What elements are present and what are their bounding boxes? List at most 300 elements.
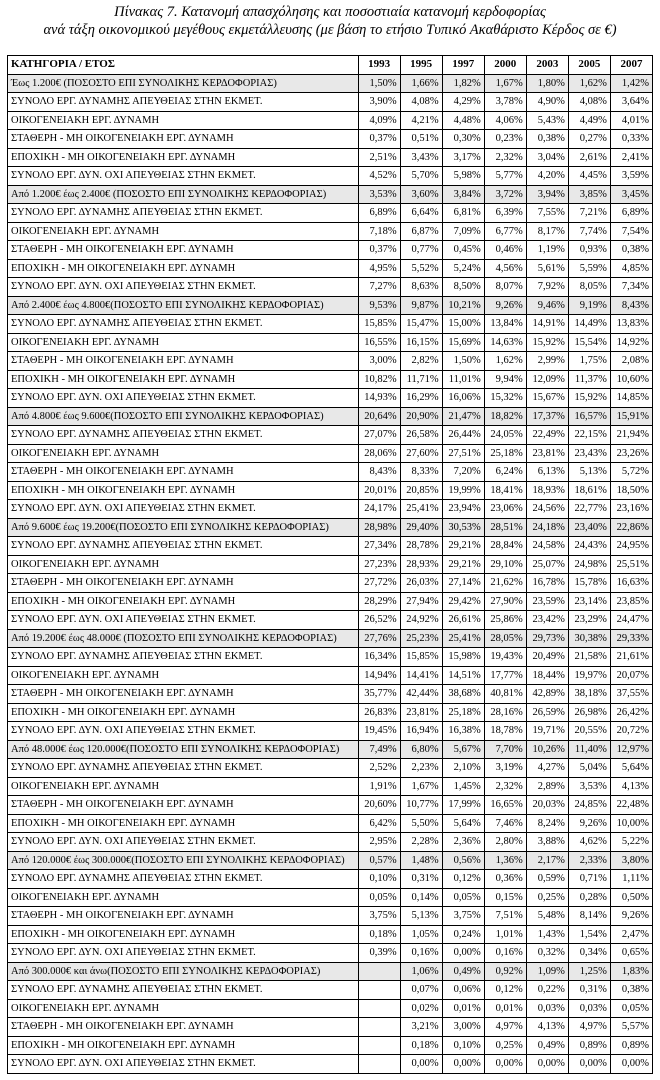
row-value: 5,50% <box>400 814 442 833</box>
row-value: 7,21% <box>568 204 610 223</box>
row-value: 19,97% <box>568 666 610 685</box>
row-value: 23,59% <box>526 592 568 611</box>
row-label: ΟΙΚΟΓΕΝΕΙΑΚΗ ΕΡΓ. ΔΥΝΑΜΗ <box>8 444 359 463</box>
row-value: 26,44% <box>442 426 484 445</box>
row-value: 0,49% <box>442 962 484 981</box>
table-row <box>8 426 653 445</box>
row-value: 0,00% <box>568 1055 610 1074</box>
row-value: 9,87% <box>400 296 442 315</box>
row-value: 3,43% <box>400 148 442 167</box>
row-value: 1,11% <box>610 870 652 889</box>
row-value: 7,51% <box>484 907 526 926</box>
row-value: 0,36% <box>484 870 526 889</box>
table-row <box>8 537 653 556</box>
row-value: 0,07% <box>400 981 442 1000</box>
row-label: ΣΥΝΟΛΟ ΕΡΓ. ΔΥΝΑΜΗΣ ΑΠΕΥΘΕΙΑΣ ΣΤΗΝ ΕΚΜΕΤ. <box>8 759 359 778</box>
table-row-group <box>8 962 653 981</box>
row-value: 18,44% <box>526 666 568 685</box>
row-value: 38,18% <box>568 685 610 704</box>
row-value: 8,17% <box>526 222 568 241</box>
row-label: ΕΠΟΧΙΚΗ - ΜΗ ΟΙΚΟΓΕΝΕΙΑΚΗ ΕΡΓ. ΔΥΝΑΜΗ <box>8 703 359 722</box>
row-value: 24,85% <box>568 796 610 815</box>
row-value <box>358 962 400 981</box>
row-value: 0,92% <box>484 962 526 981</box>
row-value: 15,85% <box>400 648 442 667</box>
row-value: 9,26% <box>484 296 526 315</box>
row-value: 21,62% <box>484 574 526 593</box>
row-value: 28,16% <box>484 703 526 722</box>
row-value: 7,74% <box>568 222 610 241</box>
row-value: 15,92% <box>526 333 568 352</box>
header-year: 1997 <box>442 56 484 75</box>
row-value: 20,03% <box>526 796 568 815</box>
table-row <box>8 352 653 371</box>
row-value <box>358 1036 400 1055</box>
row-value: 0,10% <box>442 1036 484 1055</box>
table-row <box>8 1018 653 1037</box>
row-value: 0,51% <box>400 130 442 149</box>
row-value: 1,75% <box>568 352 610 371</box>
row-value: 29,21% <box>442 555 484 574</box>
row-value: 42,89% <box>526 685 568 704</box>
row-value: 28,51% <box>484 518 526 537</box>
row-value: 1,82% <box>442 74 484 93</box>
header-year: 1993 <box>358 56 400 75</box>
row-label: ΣΥΝΟΛΟ ΕΡΓ. ΔΥΝΑΜΗΣ ΑΠΕΥΘΕΙΑΣ ΣΤΗΝ ΕΚΜΕΤ. <box>8 93 359 112</box>
header-category: ΚΑΤΗΓΟΡΙΑ / ΕΤΟΣ <box>8 56 359 75</box>
row-value: 9,53% <box>358 296 400 315</box>
row-value: 0,71% <box>568 870 610 889</box>
row-value: 25,41% <box>400 500 442 519</box>
row-value: 16,34% <box>358 648 400 667</box>
row-label: ΣΥΝΟΛΟ ΕΡΓ. ΔΥΝ. ΟΧΙ ΑΠΕΥΘΕΙΑΣ ΣΤΗΝ ΕΚΜΕΤ. <box>8 944 359 963</box>
row-value: 30,53% <box>442 518 484 537</box>
row-value: 0,45% <box>442 241 484 260</box>
header-year: 1995 <box>400 56 442 75</box>
row-value: 8,07% <box>484 278 526 297</box>
row-value: 3,64% <box>610 93 652 112</box>
row-value: 7,34% <box>610 278 652 297</box>
table-row <box>8 574 653 593</box>
table-row <box>8 777 653 796</box>
row-value: 1,50% <box>358 74 400 93</box>
row-value: 0,23% <box>484 130 526 149</box>
row-value: 7,54% <box>610 222 652 241</box>
table-row <box>8 463 653 482</box>
row-value: 20,55% <box>568 722 610 741</box>
row-label: Έως 1.200€ (ΠΟΣΟΣΤΟ ΕΠΙ ΣΥΝΟΛΙΚΗΣ ΚΕΡΔΟΦΟΡΙΑΣ) <box>8 74 359 93</box>
row-label: ΟΙΚΟΓΕΝΕΙΑΚΗ ΕΡΓ. ΔΥΝΑΜΗ <box>8 888 359 907</box>
table-row <box>8 1055 653 1074</box>
row-label: ΕΠΟΧΙΚΗ - ΜΗ ΟΙΚΟΓΕΝΕΙΑΚΗ ΕΡΓ. ΔΥΝΑΜΗ <box>8 925 359 944</box>
row-value: 28,98% <box>358 518 400 537</box>
row-label: ΣΤΑΘΕΡΗ - ΜΗ ΟΙΚΟΓΕΝΕΙΑΚΗ ΕΡΓ. ΔΥΝΑΜΗ <box>8 574 359 593</box>
row-value: 27,76% <box>358 629 400 648</box>
row-value: 3,17% <box>442 148 484 167</box>
row-value: 2,10% <box>442 759 484 778</box>
row-value: 1,06% <box>400 962 442 981</box>
row-value: 25,41% <box>442 629 484 648</box>
row-value: 0,33% <box>610 130 652 149</box>
row-value: 19,99% <box>442 481 484 500</box>
row-label: ΟΙΚΟΓΕΝΕΙΑΚΗ ΕΡΓ. ΔΥΝΑΜΗ <box>8 666 359 685</box>
row-value: 0,50% <box>610 888 652 907</box>
row-value: 8,43% <box>358 463 400 482</box>
row-value: 0,37% <box>358 241 400 260</box>
row-value: 16,06% <box>442 389 484 408</box>
row-value: 24,58% <box>526 537 568 556</box>
row-value: 0,30% <box>442 130 484 149</box>
caption-line-1: Πίνακας 7. Κατανομή απασχόλησης και ποσοστιαία κατανομή κερδοφορίας <box>114 4 546 20</box>
row-value: 5,04% <box>568 759 610 778</box>
table-caption <box>0 0 660 43</box>
row-value: 12,09% <box>526 370 568 389</box>
table-row-group <box>8 518 653 537</box>
row-value: 0,16% <box>484 944 526 963</box>
row-value: 40,81% <box>484 685 526 704</box>
row-value: 2,41% <box>610 148 652 167</box>
row-value: 27,14% <box>442 574 484 593</box>
row-value: 27,90% <box>484 592 526 611</box>
table-row <box>8 500 653 519</box>
row-value: 0,15% <box>484 888 526 907</box>
row-value: 0,03% <box>526 999 568 1018</box>
row-value: 22,49% <box>526 426 568 445</box>
row-label: ΕΠΟΧΙΚΗ - ΜΗ ΟΙΚΟΓΕΝΕΙΑΚΗ ΕΡΓ. ΔΥΝΑΜΗ <box>8 148 359 167</box>
row-value: 28,78% <box>400 537 442 556</box>
row-value: 27,94% <box>400 592 442 611</box>
row-label: Από 4.800€ έως 9.600€(ΠΟΣΟΣΤΟ ΕΠΙ ΣΥΝΟΛΙΚΗΣ ΚΕΡΔΟΦΟΡΙΑΣ) <box>8 407 359 426</box>
row-value: 0,01% <box>484 999 526 1018</box>
row-value: 9,26% <box>610 907 652 926</box>
row-value: 5,57% <box>610 1018 652 1037</box>
row-value: 3,00% <box>442 1018 484 1037</box>
row-value: 0,49% <box>526 1036 568 1055</box>
row-value: 0,25% <box>526 888 568 907</box>
row-value: 16,38% <box>442 722 484 741</box>
row-value: 5,72% <box>610 463 652 482</box>
row-value: 28,05% <box>484 629 526 648</box>
row-value: 18,82% <box>484 407 526 426</box>
row-value: 5,70% <box>400 167 442 186</box>
row-label: ΣΤΑΘΕΡΗ - ΜΗ ΟΙΚΟΓΕΝΕΙΑΚΗ ΕΡΓ. ΔΥΝΑΜΗ <box>8 352 359 371</box>
row-value: 5,64% <box>442 814 484 833</box>
row-value: 20,64% <box>358 407 400 426</box>
header-year: 2003 <box>526 56 568 75</box>
table-row <box>8 444 653 463</box>
row-value: 16,65% <box>484 796 526 815</box>
row-value: 4,06% <box>484 111 526 130</box>
table-row <box>8 555 653 574</box>
table-row-group <box>8 740 653 759</box>
row-value: 14,93% <box>358 389 400 408</box>
row-value: 3,59% <box>610 167 652 186</box>
row-value: 0,00% <box>400 1055 442 1074</box>
row-value: 0,56% <box>442 851 484 870</box>
row-value: 4,29% <box>442 93 484 112</box>
row-value: 7,27% <box>358 278 400 297</box>
row-value: 4,13% <box>526 1018 568 1037</box>
row-value: 1,25% <box>568 962 610 981</box>
row-value: 22,86% <box>610 518 652 537</box>
row-value: 16,63% <box>610 574 652 593</box>
row-value: 17,99% <box>442 796 484 815</box>
row-value: 13,83% <box>610 315 652 334</box>
row-label: ΣΥΝΟΛΟ ΕΡΓ. ΔΥΝΑΜΗΣ ΑΠΕΥΘΕΙΑΣ ΣΤΗΝ ΕΚΜΕΤ. <box>8 204 359 223</box>
row-value: 2,95% <box>358 833 400 852</box>
table-row <box>8 999 653 1018</box>
row-value: 14,94% <box>358 666 400 685</box>
row-value: 4,85% <box>610 259 652 278</box>
row-value: 27,34% <box>358 537 400 556</box>
row-value: 4,08% <box>400 93 442 112</box>
header-year: 2007 <box>610 56 652 75</box>
table-row <box>8 814 653 833</box>
row-value: 0,01% <box>442 999 484 1018</box>
row-value: 7,92% <box>526 278 568 297</box>
table-row <box>8 592 653 611</box>
row-value: 3,78% <box>484 93 526 112</box>
row-value: 0,77% <box>400 241 442 260</box>
row-label: ΟΙΚΟΓΕΝΕΙΑΚΗ ΕΡΓ. ΔΥΝΑΜΗ <box>8 777 359 796</box>
row-value: 0,57% <box>358 851 400 870</box>
table-body <box>8 74 653 1073</box>
row-value: 22,15% <box>568 426 610 445</box>
row-value: 35,77% <box>358 685 400 704</box>
row-value: 15,54% <box>568 333 610 352</box>
row-value: 0,65% <box>610 944 652 963</box>
row-value: 16,57% <box>568 407 610 426</box>
row-value: 24,05% <box>484 426 526 445</box>
row-value: 23,40% <box>568 518 610 537</box>
row-value: 0,28% <box>568 888 610 907</box>
row-value: 0,16% <box>400 944 442 963</box>
table-row <box>8 148 653 167</box>
row-label: ΣΤΑΘΕΡΗ - ΜΗ ΟΙΚΟΓΕΝΕΙΑΚΗ ΕΡΓ. ΔΥΝΑΜΗ <box>8 1018 359 1037</box>
table-row <box>8 925 653 944</box>
table-row <box>8 241 653 260</box>
row-value: 20,49% <box>526 648 568 667</box>
row-label: ΣΥΝΟΛΟ ΕΡΓ. ΔΥΝ. ΟΧΙ ΑΠΕΥΘΕΙΑΣ ΣΤΗΝ ΕΚΜΕΤ. <box>8 833 359 852</box>
row-label: ΕΠΟΧΙΚΗ - ΜΗ ΟΙΚΟΓΕΝΕΙΑΚΗ ΕΡΓ. ΔΥΝΑΜΗ <box>8 481 359 500</box>
row-value: 19,43% <box>484 648 526 667</box>
row-label: ΟΙΚΟΓΕΝΕΙΑΚΗ ΕΡΓ. ΔΥΝΑΜΗ <box>8 111 359 130</box>
row-label: ΣΤΑΘΕΡΗ - ΜΗ ΟΙΚΟΓΕΝΕΙΑΚΗ ΕΡΓ. ΔΥΝΑΜΗ <box>8 907 359 926</box>
row-value: 11,01% <box>442 370 484 389</box>
table-row <box>8 685 653 704</box>
row-value: 20,85% <box>400 481 442 500</box>
row-value: 0,31% <box>400 870 442 889</box>
row-value: 22,48% <box>610 796 652 815</box>
row-value: 7,20% <box>442 463 484 482</box>
row-value: 0,37% <box>358 130 400 149</box>
row-value: 4,09% <box>358 111 400 130</box>
row-value: 23,29% <box>568 611 610 630</box>
row-value: 13,84% <box>484 315 526 334</box>
table-row-group <box>8 407 653 426</box>
row-value: 21,47% <box>442 407 484 426</box>
row-value: 10,60% <box>610 370 652 389</box>
row-value: 16,78% <box>526 574 568 593</box>
row-value: 4,97% <box>484 1018 526 1037</box>
row-value: 0,31% <box>568 981 610 1000</box>
table-header-row <box>8 56 653 75</box>
table-row <box>8 907 653 926</box>
table-row <box>8 1036 653 1055</box>
row-label: ΣΥΝΟΛΟ ΕΡΓ. ΔΥΝ. ΟΧΙ ΑΠΕΥΘΕΙΑΣ ΣΤΗΝ ΕΚΜΕΤ. <box>8 1055 359 1074</box>
row-value: 28,84% <box>484 537 526 556</box>
row-value: 25,18% <box>484 444 526 463</box>
row-value: 5,98% <box>442 167 484 186</box>
row-value: 7,70% <box>484 740 526 759</box>
row-value: 1,36% <box>484 851 526 870</box>
row-value: 3,84% <box>442 185 484 204</box>
table-row <box>8 204 653 223</box>
row-value: 18,61% <box>568 481 610 500</box>
row-value: 16,15% <box>400 333 442 352</box>
row-value: 26,03% <box>400 574 442 593</box>
row-value: 29,33% <box>610 629 652 648</box>
row-value: 25,18% <box>442 703 484 722</box>
row-value: 2,51% <box>358 148 400 167</box>
row-value: 19,45% <box>358 722 400 741</box>
row-value: 15,85% <box>358 315 400 334</box>
row-value: 3,19% <box>484 759 526 778</box>
row-value: 10,82% <box>358 370 400 389</box>
row-value: 16,55% <box>358 333 400 352</box>
table-row <box>8 796 653 815</box>
table-row <box>8 315 653 334</box>
row-value: 1,42% <box>610 74 652 93</box>
row-value: 3,88% <box>526 833 568 852</box>
row-value: 8,14% <box>568 907 610 926</box>
row-value: 9,19% <box>568 296 610 315</box>
table-row <box>8 481 653 500</box>
row-label: ΣΥΝΟΛΟ ΕΡΓ. ΔΥΝΑΜΗΣ ΑΠΕΥΘΕΙΑΣ ΣΤΗΝ ΕΚΜΕΤ. <box>8 537 359 556</box>
row-value: 24,17% <box>358 500 400 519</box>
row-value: 2,28% <box>400 833 442 852</box>
row-value: 21,58% <box>568 648 610 667</box>
row-value: 4,48% <box>442 111 484 130</box>
row-value: 22,77% <box>568 500 610 519</box>
row-value: 1,43% <box>526 925 568 944</box>
row-value: 1,19% <box>526 241 568 260</box>
row-value: 3,80% <box>610 851 652 870</box>
row-label: ΣΥΝΟΛΟ ΕΡΓ. ΔΥΝΑΜΗΣ ΑΠΕΥΘΕΙΑΣ ΣΤΗΝ ΕΚΜΕΤ. <box>8 315 359 334</box>
row-label: Από 9.600€ έως 19.200€(ΠΟΣΟΣΤΟ ΕΠΙ ΣΥΝΟΛΙΚΗΣ ΚΕΡΔΟΦΟΡΙΑΣ) <box>8 518 359 537</box>
row-value: 14,85% <box>610 389 652 408</box>
row-value: 1,05% <box>400 925 442 944</box>
row-value: 0,05% <box>442 888 484 907</box>
table-row <box>8 278 653 297</box>
table-row-group <box>8 74 653 93</box>
row-value: 8,63% <box>400 278 442 297</box>
row-value: 0,18% <box>358 925 400 944</box>
table-row <box>8 944 653 963</box>
row-value: 23,16% <box>610 500 652 519</box>
row-value: 0,00% <box>526 1055 568 1074</box>
row-value: 4,52% <box>358 167 400 186</box>
row-value: 15,00% <box>442 315 484 334</box>
row-label: Από 2.400€ έως 4.800€(ΠΟΣΟΣΤΟ ΕΠΙ ΣΥΝΟΛΙΚΗΣ ΚΕΡΔΟΦΟΡΙΑΣ) <box>8 296 359 315</box>
row-value: 27,23% <box>358 555 400 574</box>
table-row <box>8 666 653 685</box>
row-value: 4,13% <box>610 777 652 796</box>
row-value: 0,59% <box>526 870 568 889</box>
row-value: 38,68% <box>442 685 484 704</box>
row-value: 2,99% <box>526 352 568 371</box>
row-value: 1,50% <box>442 352 484 371</box>
table-row <box>8 93 653 112</box>
table-row <box>8 722 653 741</box>
row-value: 1,62% <box>568 74 610 93</box>
row-value: 3,00% <box>358 352 400 371</box>
table-row <box>8 648 653 667</box>
row-value: 3,53% <box>358 185 400 204</box>
row-label: ΣΤΑΘΕΡΗ - ΜΗ ΟΙΚΟΓΕΝΕΙΑΚΗ ΕΡΓ. ΔΥΝΑΜΗ <box>8 796 359 815</box>
row-value: 25,07% <box>526 555 568 574</box>
row-value: 23,06% <box>484 500 526 519</box>
header-year: 2000 <box>484 56 526 75</box>
row-value: 0,46% <box>484 241 526 260</box>
row-value: 9,94% <box>484 370 526 389</box>
row-value: 27,60% <box>400 444 442 463</box>
row-label: ΣΥΝΟΛΟ ΕΡΓ. ΔΥΝ. ΟΧΙ ΑΠΕΥΘΕΙΑΣ ΣΤΗΝ ΕΚΜΕΤ. <box>8 278 359 297</box>
row-value: 15,98% <box>442 648 484 667</box>
row-value: 19,71% <box>526 722 568 741</box>
row-value: 14,49% <box>568 315 610 334</box>
row-value: 23,81% <box>526 444 568 463</box>
row-value: 3,75% <box>442 907 484 926</box>
row-value: 2,08% <box>610 352 652 371</box>
row-value: 1,91% <box>358 777 400 796</box>
row-value: 5,13% <box>400 907 442 926</box>
row-value: 37,55% <box>610 685 652 704</box>
row-label: ΕΠΟΧΙΚΗ - ΜΗ ΟΙΚΟΓΕΝΕΙΑΚΗ ΕΡΓ. ΔΥΝΑΜΗ <box>8 814 359 833</box>
row-value: 21,61% <box>610 648 652 667</box>
row-value: 20,01% <box>358 481 400 500</box>
row-value: 11,40% <box>568 740 610 759</box>
row-value: 24,56% <box>526 500 568 519</box>
row-label: Από 300.000€ και άνω(ΠΟΣΟΣΤΟ ΕΠΙ ΣΥΝΟΛΙΚΗΣ ΚΕΡΔΟΦΟΡΙΑΣ) <box>8 962 359 981</box>
row-value: 3,60% <box>400 185 442 204</box>
row-value: 0,00% <box>442 944 484 963</box>
row-value: 29,10% <box>484 555 526 574</box>
row-value: 0,00% <box>484 1055 526 1074</box>
row-value <box>358 999 400 1018</box>
row-value: 18,50% <box>610 481 652 500</box>
row-value: 2,47% <box>610 925 652 944</box>
row-value: 5,59% <box>568 259 610 278</box>
row-value: 14,63% <box>484 333 526 352</box>
row-label: ΣΥΝΟΛΟ ΕΡΓ. ΔΥΝ. ΟΧΙ ΑΠΕΥΘΕΙΑΣ ΣΤΗΝ ΕΚΜΕΤ. <box>8 722 359 741</box>
row-value: 4,01% <box>610 111 652 130</box>
row-value: 24,95% <box>610 537 652 556</box>
row-value: 25,23% <box>400 629 442 648</box>
row-value: 0,03% <box>568 999 610 1018</box>
row-value: 6,24% <box>484 463 526 482</box>
row-value: 18,93% <box>526 481 568 500</box>
row-value: 6,42% <box>358 814 400 833</box>
row-value: 6,64% <box>400 204 442 223</box>
row-value: 3,04% <box>526 148 568 167</box>
row-value: 30,38% <box>568 629 610 648</box>
row-label: ΣΥΝΟΛΟ ΕΡΓ. ΔΥΝΑΜΗΣ ΑΠΕΥΘΕΙΑΣ ΣΤΗΝ ΕΚΜΕΤ. <box>8 870 359 889</box>
row-value: 26,61% <box>442 611 484 630</box>
row-value: 7,55% <box>526 204 568 223</box>
row-value: 29,21% <box>442 537 484 556</box>
row-value: 0,38% <box>526 130 568 149</box>
